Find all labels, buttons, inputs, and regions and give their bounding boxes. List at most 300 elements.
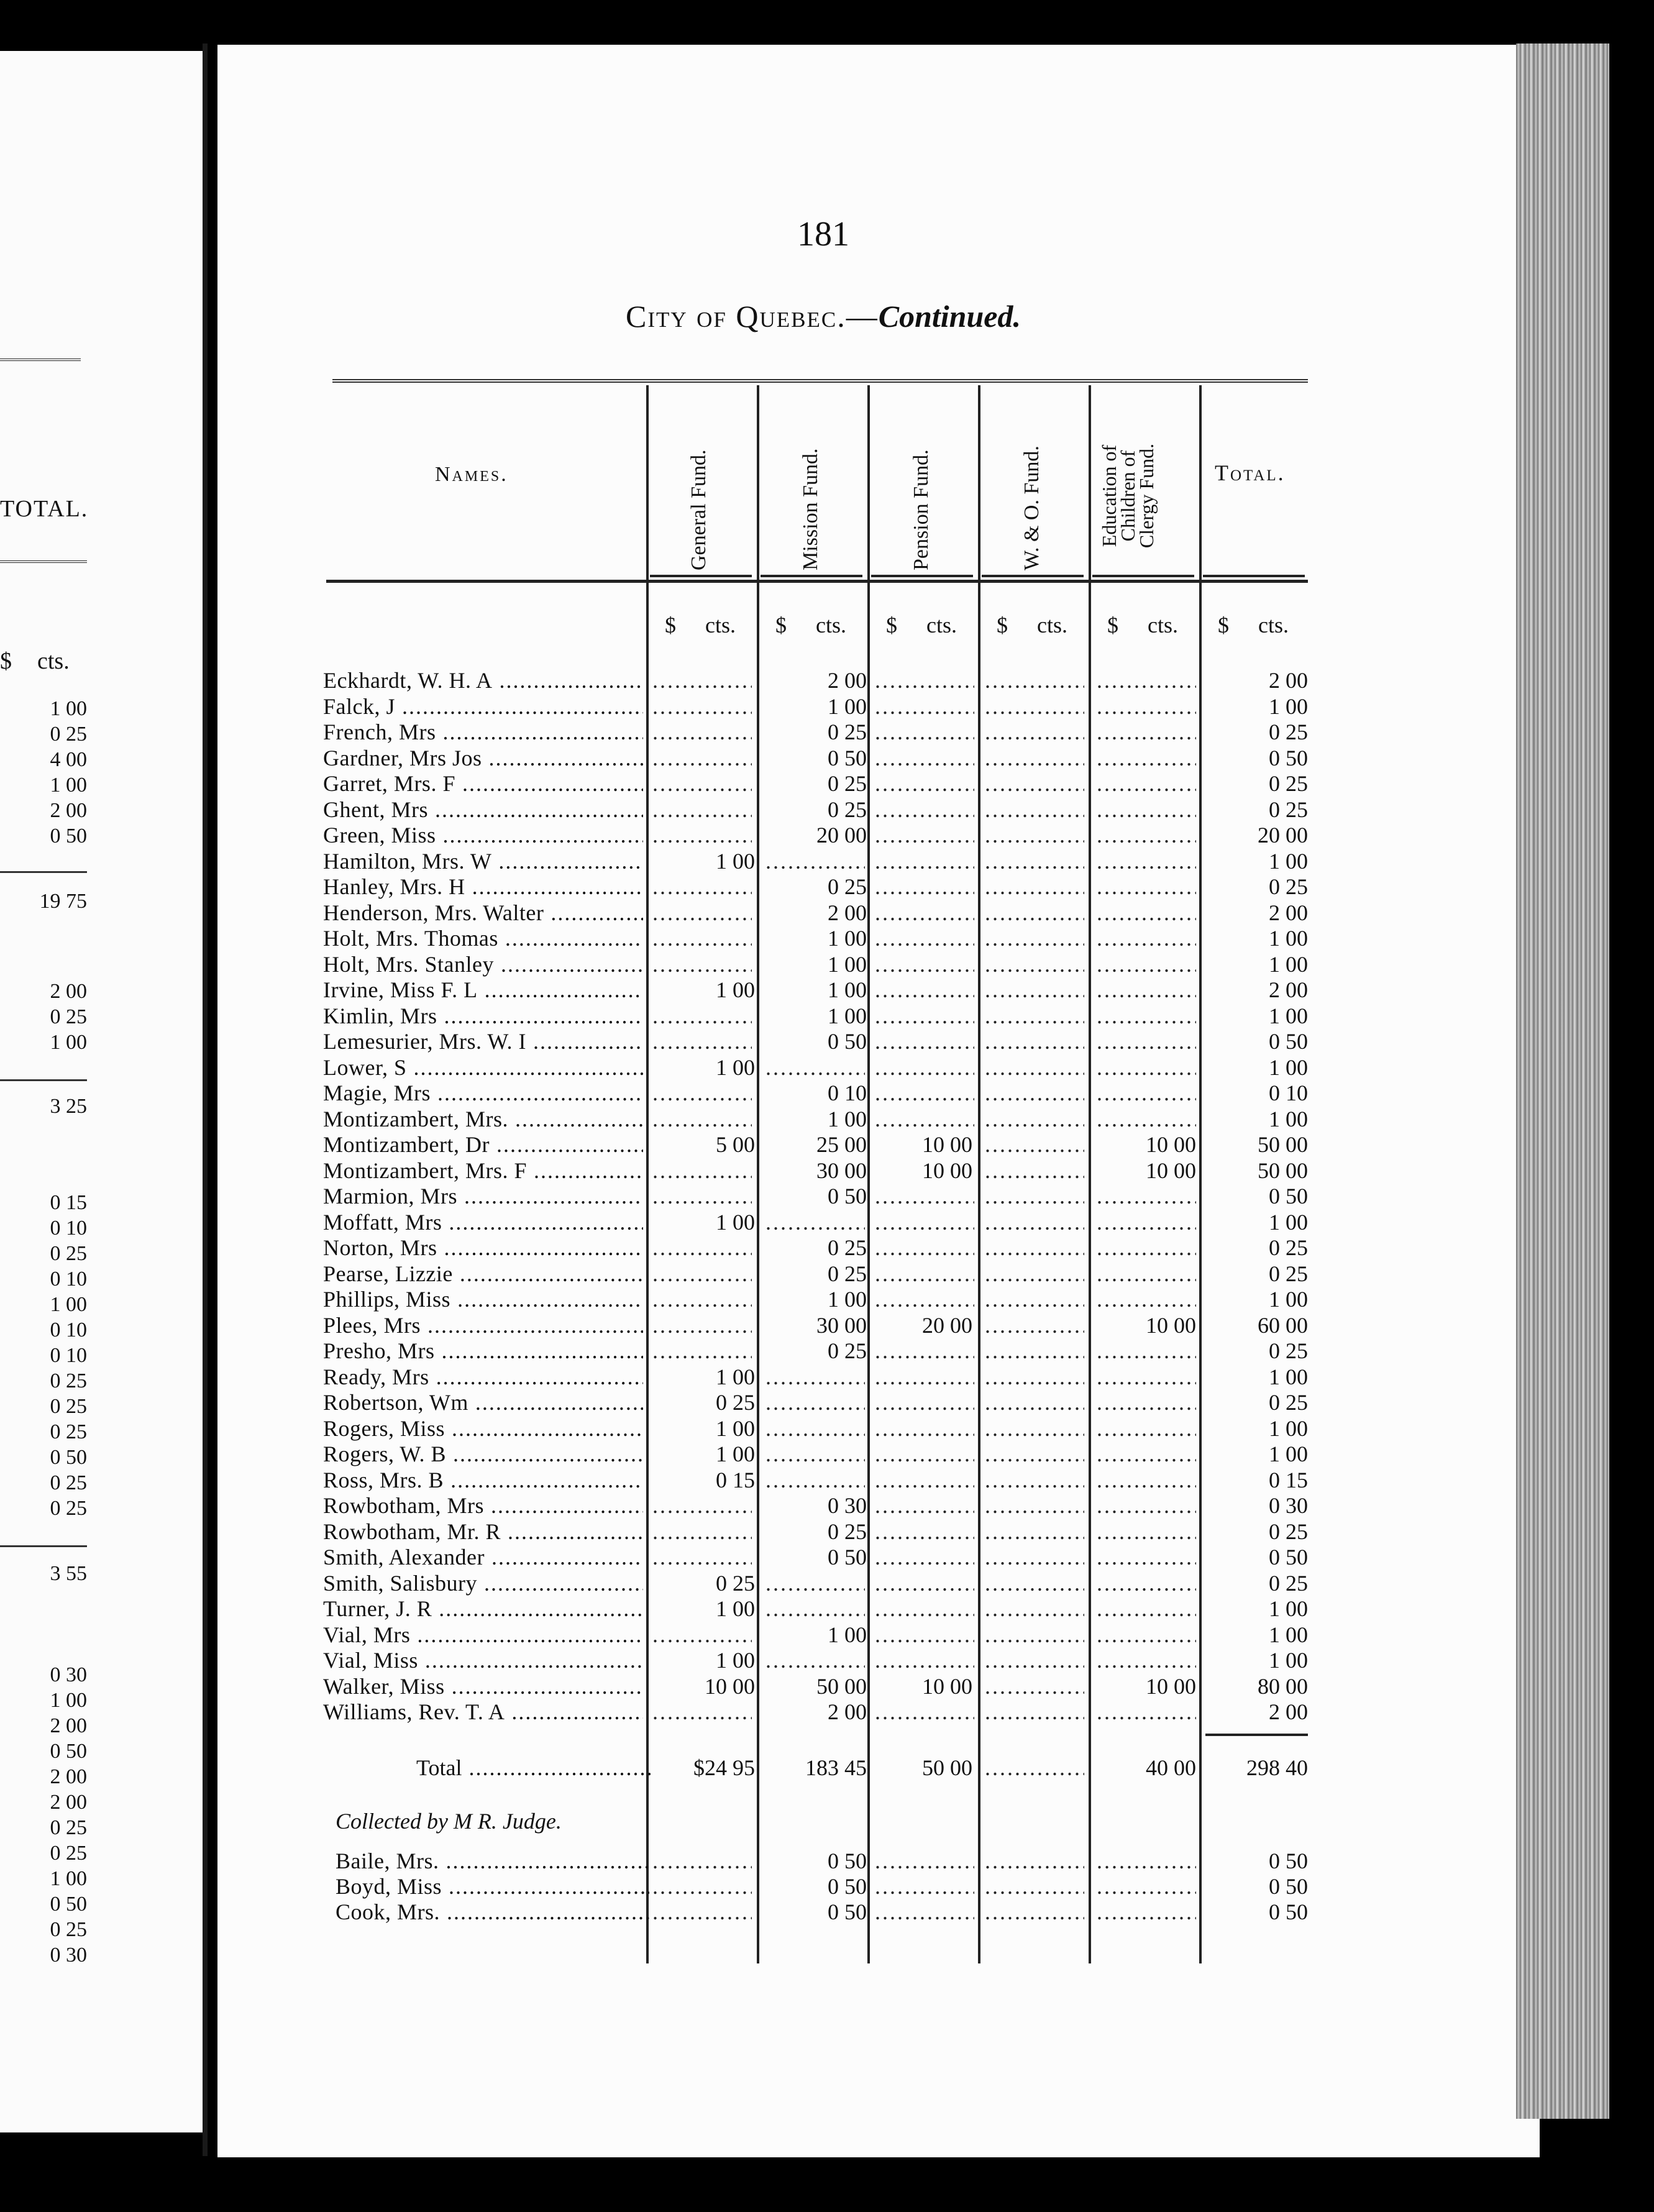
- empty-cell-leader: [985, 1184, 1084, 1209]
- contributor-name: Montizambert, Mrs. .....: [323, 1107, 643, 1132]
- dollar-unit: $: [665, 613, 676, 638]
- cents-unit: cts.: [705, 613, 736, 638]
- table-row: [0, 1235, 1654, 1261]
- table-row: [0, 1029, 1654, 1054]
- empty-cell-leader: [1097, 1081, 1196, 1106]
- total-amount: 1 00: [1269, 926, 1308, 951]
- empty-cell-leader: [875, 1493, 974, 1519]
- mission-amount: 2 00: [828, 900, 867, 925]
- empty-cell-leader: [1097, 1235, 1196, 1261]
- empty-cell-leader: [765, 1571, 865, 1596]
- facing-page-value: 1 00: [50, 1293, 87, 1316]
- table-row: [0, 1132, 1654, 1158]
- mission-amount: 0 25: [828, 771, 867, 796]
- empty-cell-leader: [875, 1055, 974, 1081]
- empty-cell-leader: [985, 1699, 1084, 1725]
- table-row: [0, 1081, 1654, 1106]
- empty-cell-leader: [1097, 1899, 1196, 1925]
- contributor-name: Magie, Mrs .....: [323, 1081, 643, 1106]
- mission-amount: 0 50: [828, 1849, 867, 1873]
- empty-cell-leader: [875, 1519, 974, 1545]
- contributor-name: Hanley, Mrs. H .....: [323, 874, 643, 900]
- empty-cell-leader: [652, 1158, 752, 1184]
- empty-cell-leader: [1097, 952, 1196, 977]
- contributor-name: Vial, Mrs .....: [323, 1622, 643, 1648]
- empty-cell-leader: [1097, 1468, 1196, 1493]
- empty-cell-leader: [875, 1468, 974, 1493]
- title-continued: Continued.: [878, 299, 1021, 334]
- total-amount: 0 50: [1269, 1184, 1308, 1209]
- table-row: [0, 1648, 1654, 1673]
- empty-cell-leader: [985, 900, 1084, 926]
- total-amount: 2 00: [1269, 1699, 1308, 1724]
- empty-cell-leader: [1097, 900, 1196, 926]
- mission-amount: 1 00: [828, 1106, 867, 1131]
- total-amount: 0 25: [1269, 1338, 1308, 1363]
- facing-page-value: 0 30: [50, 1944, 87, 1967]
- mission-amount: 0 25: [828, 720, 867, 744]
- totals-row: [0, 1755, 1654, 1781]
- facing-page-value: 0 25: [50, 1918, 87, 1941]
- empty-cell-leader: [875, 1081, 974, 1106]
- mission-amount: 25 00: [816, 1132, 867, 1157]
- facing-page-subtotal: 3 55: [50, 1562, 87, 1585]
- total-amount: 1 00: [1269, 1054, 1308, 1080]
- empty-cell-leader: [652, 952, 752, 977]
- total-amount: 2 00: [1269, 900, 1308, 925]
- empty-cell-leader: [1097, 1519, 1196, 1545]
- empty-cell-leader: [985, 1287, 1084, 1312]
- empty-cell-leader: [875, 1874, 974, 1899]
- mission-amount: 0 50: [828, 745, 867, 770]
- empty-cell-leader: [1097, 823, 1196, 848]
- empty-cell-leader: [765, 1648, 865, 1673]
- contributor-name: Pearse, Lizzie .....: [323, 1261, 643, 1287]
- contributor-name: Williams, Rev. T. A .....: [323, 1699, 643, 1725]
- facing-page-value: 0 50: [50, 1740, 87, 1763]
- total-amount: 0 50: [1269, 1545, 1308, 1570]
- education-fund-header: Education of Children of Clergy Fund.: [1098, 443, 1158, 549]
- mission-amount: 0 25: [828, 1261, 867, 1286]
- empty-cell-leader: [985, 1493, 1084, 1519]
- empty-cell-leader: [985, 1261, 1084, 1287]
- empty-cell-leader: [875, 1261, 974, 1287]
- facing-page-value: 0 25: [50, 1497, 87, 1520]
- total-amount: 1 00: [1269, 693, 1308, 719]
- mission-amount: 0 25: [828, 1235, 867, 1260]
- empty-cell-leader: [652, 1261, 752, 1287]
- facing-page-value: 0 25: [50, 1395, 87, 1418]
- facing-page-value: 4 00: [50, 748, 87, 771]
- contributor-name: Hamilton, Mrs. W .....: [323, 849, 643, 874]
- table-row: [0, 1287, 1654, 1312]
- total-amount: 0 50: [1269, 1029, 1308, 1054]
- table-row: [0, 1261, 1654, 1287]
- empty-cell-leader: [875, 1699, 974, 1725]
- empty-cell-leader: [985, 1158, 1084, 1184]
- general-amount: 1 00: [716, 1415, 755, 1441]
- contributor-name: Lower, S .....: [323, 1055, 643, 1081]
- table-row: [0, 1674, 1654, 1699]
- empty-cell-leader: [985, 977, 1084, 1003]
- cents-unit: cts.: [1258, 613, 1289, 638]
- contributor-name: Ready, Mrs .....: [323, 1364, 643, 1390]
- empty-cell-leader: [985, 1390, 1084, 1415]
- facing-page-value: 1 00: [50, 1867, 87, 1890]
- contributor-name: Montizambert, Dr .....: [323, 1132, 643, 1158]
- total-amount: 0 25: [1269, 1261, 1308, 1286]
- empty-cell-leader: [765, 1055, 865, 1081]
- table-row: [0, 926, 1654, 951]
- mission-amount: 1 00: [828, 1622, 867, 1647]
- total-amount: 1 00: [1269, 1648, 1308, 1673]
- dollar-unit: $: [997, 613, 1008, 638]
- mission-amount: 0 25: [828, 1338, 867, 1363]
- contributor-name: Holt, Mrs. Thomas .....: [323, 926, 643, 951]
- empty-cell-leader: [765, 1390, 865, 1415]
- contributor-name: Rowbotham, Mrs .....: [323, 1493, 643, 1519]
- pension-fund-header: Pension Fund.: [910, 449, 933, 570]
- empty-cell-leader: [875, 746, 974, 771]
- empty-cell-leader: [652, 1493, 752, 1519]
- table-row: [0, 1158, 1654, 1184]
- contributor-name: Rowbotham, Mr. R .....: [323, 1519, 643, 1545]
- edu-amount: 10 00: [1146, 1673, 1196, 1699]
- table-row: [0, 797, 1654, 823]
- pension-total: 50 00: [922, 1755, 972, 1780]
- empty-cell-leader: [1097, 797, 1196, 823]
- empty-cell-leader: [1097, 1184, 1196, 1209]
- facing-page-header-rule: [0, 560, 87, 563]
- empty-cell-leader: [1097, 1416, 1196, 1442]
- mission-amount: 2 00: [828, 668, 867, 693]
- table-row: [0, 823, 1654, 848]
- empty-cell-leader: [985, 1416, 1084, 1442]
- contributor-name: Smith, Salisbury .....: [323, 1571, 643, 1596]
- contributor-name: Green, Miss .....: [323, 823, 643, 848]
- mission-amount: 30 00: [816, 1312, 867, 1338]
- table-row: [0, 1596, 1654, 1622]
- total-amount: 50 00: [1258, 1158, 1308, 1183]
- empty-cell-leader: [765, 1416, 865, 1442]
- facing-page-cts-unit: cts.: [37, 648, 70, 674]
- total-amount: 2 00: [1269, 668, 1308, 693]
- table-row: [0, 900, 1654, 926]
- empty-cell-leader: [1097, 1874, 1196, 1899]
- table-row: [0, 1699, 1654, 1725]
- empty-cell-leader: [1097, 1107, 1196, 1132]
- facing-page-value: 0 10: [50, 1268, 87, 1291]
- empty-cell-leader: [1097, 771, 1196, 797]
- facing-page-subtotal: 3 25: [50, 1095, 87, 1118]
- cents-unit: cts.: [1148, 613, 1178, 638]
- empty-cell-leader: [652, 797, 752, 823]
- empty-cell-leader: [875, 771, 974, 797]
- contributor-name: Cook, Mrs. .....: [336, 1899, 649, 1925]
- empty-cell-leader: [875, 1364, 974, 1390]
- contributor-name: Garret, Mrs. F .....: [323, 771, 643, 797]
- total-amount: 0 25: [1269, 1390, 1308, 1415]
- facing-page-value: 0 10: [50, 1344, 87, 1367]
- contributor-name: Rogers, W. B .....: [323, 1442, 643, 1467]
- empty-cell-leader: [1097, 926, 1196, 951]
- general-amount: 1 00: [716, 1596, 755, 1621]
- empty-cell-leader: [985, 1468, 1084, 1493]
- facing-page-total-header: TOTAL.: [0, 496, 89, 522]
- empty-cell-leader: [652, 1849, 752, 1874]
- empty-cell-leader: [652, 1545, 752, 1570]
- empty-cell-leader: [1097, 1003, 1196, 1029]
- mission-amount: 50 00: [816, 1673, 867, 1699]
- empty-cell-leader: [875, 1107, 974, 1132]
- names-header: Names.: [435, 463, 508, 486]
- table-row: [0, 1184, 1654, 1209]
- contributor-name: Vial, Miss .....: [323, 1648, 643, 1673]
- empty-cell-leader: [652, 1235, 752, 1261]
- contributor-name: Norton, Mrs .....: [323, 1235, 643, 1261]
- dollar-unit: $: [1218, 613, 1229, 638]
- empty-cell-leader: [875, 1210, 974, 1235]
- facing-page-value: 0 25: [50, 1842, 87, 1865]
- empty-cell-leader: [765, 1442, 865, 1467]
- empty-cell-leader: [1097, 668, 1196, 693]
- empty-cell-leader: [1097, 849, 1196, 874]
- total-amount: 1 00: [1269, 951, 1308, 977]
- contributor-name: Rogers, Miss .....: [323, 1416, 643, 1442]
- total-amount: 0 25: [1269, 720, 1308, 744]
- empty-cell-leader: [875, 1622, 974, 1648]
- empty-cell-leader: [985, 668, 1084, 693]
- table-row: [0, 874, 1654, 900]
- facing-page-value: 0 25: [50, 1471, 87, 1494]
- empty-cell-leader: [985, 1648, 1084, 1673]
- contributor-name: Lemesurier, Mrs. W. I .....: [323, 1029, 643, 1054]
- general-fund-header: General Fund.: [687, 449, 710, 570]
- empty-cell-leader: [985, 926, 1084, 951]
- table-row: [0, 1313, 1654, 1338]
- empty-cell-leader: [652, 926, 752, 951]
- empty-cell-leader: [1097, 1338, 1196, 1364]
- table-row: [0, 1519, 1654, 1545]
- empty-cell-leader: [875, 1235, 974, 1261]
- empty-cell-leader: [1097, 1029, 1196, 1054]
- table-row: [0, 1364, 1654, 1390]
- total-amount: 50 00: [1258, 1132, 1308, 1157]
- empty-cell-leader: [1097, 1545, 1196, 1570]
- empty-cell-leader: [985, 1755, 1084, 1781]
- table-row: [0, 1003, 1654, 1029]
- empty-cell-leader: [1097, 720, 1196, 745]
- facing-page-value: 0 50: [50, 1893, 87, 1916]
- total-header: Total.: [1215, 460, 1286, 485]
- empty-cell-leader: [985, 823, 1084, 848]
- contributor-name: Montizambert, Mrs. F .....: [323, 1158, 643, 1184]
- empty-cell-leader: [985, 1081, 1084, 1106]
- total-amount: 1 00: [1269, 1364, 1308, 1389]
- facing-page-value: 0 25: [50, 1369, 87, 1392]
- table-row: [0, 1622, 1654, 1648]
- table-row: [0, 952, 1654, 977]
- facing-page-value: 0 25: [50, 1816, 87, 1839]
- empty-cell-leader: [1097, 1699, 1196, 1725]
- facing-page-value: 0 25: [50, 1005, 87, 1028]
- pension-amount: 10 00: [922, 1132, 972, 1157]
- empty-cell-leader: [985, 1899, 1084, 1925]
- total-amount: 1 00: [1269, 1622, 1308, 1647]
- contributor-name: French, Mrs .....: [323, 720, 643, 745]
- empty-cell-leader: [985, 797, 1084, 823]
- edu-amount: 10 00: [1146, 1312, 1196, 1338]
- table-row: [0, 1338, 1654, 1364]
- facing-page-value: 0 50: [50, 1446, 87, 1469]
- empty-cell-leader: [1097, 1648, 1196, 1673]
- facing-page-top-rule: [0, 359, 81, 361]
- table-row: [0, 1390, 1654, 1415]
- general-amount: 1 00: [716, 1648, 755, 1673]
- table-row: [0, 668, 1654, 693]
- table-row: [0, 1416, 1654, 1442]
- table-row: [0, 977, 1654, 1003]
- empty-cell-leader: [985, 849, 1084, 874]
- empty-cell-leader: [652, 1287, 752, 1312]
- empty-cell-leader: [985, 1235, 1084, 1261]
- empty-cell-leader: [875, 1003, 974, 1029]
- mission-amount: 0 25: [828, 874, 867, 899]
- empty-cell-leader: [985, 1674, 1084, 1699]
- total-amount: 0 25: [1269, 1519, 1308, 1544]
- empty-cell-leader: [1097, 1622, 1196, 1648]
- facing-page-value: 0 15: [50, 1191, 87, 1214]
- empty-cell-leader: [1097, 874, 1196, 900]
- total-amount: 0 50: [1269, 1849, 1308, 1873]
- mission-amount: 1 00: [828, 693, 867, 719]
- total-amount: 1 00: [1269, 1209, 1308, 1235]
- total-amount: 20 00: [1258, 823, 1308, 848]
- general-amount: 5 00: [716, 1132, 755, 1157]
- mission-amount: 2 00: [828, 1699, 867, 1724]
- total-total: 298 40: [1246, 1755, 1308, 1780]
- empty-cell-leader: [765, 1364, 865, 1390]
- empty-cell-leader: [1097, 1055, 1196, 1081]
- empty-cell-leader: [985, 720, 1084, 745]
- edu-amount: 10 00: [1146, 1132, 1196, 1157]
- page-title: [435, 298, 1212, 334]
- contributor-name: Falck, J .....: [323, 694, 643, 720]
- column-header-rule: [1092, 575, 1194, 577]
- general-amount: 10 00: [705, 1673, 755, 1699]
- column-header-rule: [1203, 575, 1305, 577]
- empty-cell-leader: [652, 1313, 752, 1338]
- dollar-unit: $: [775, 613, 787, 638]
- contributor-name: Phillips, Miss .....: [323, 1287, 643, 1312]
- facing-page-value: 0 25: [50, 723, 87, 746]
- empty-cell-leader: [652, 1107, 752, 1132]
- facing-page-value: 2 00: [50, 1791, 87, 1814]
- collector-line: Collected by M R. Judge.: [336, 1809, 562, 1834]
- contributor-name: Holt, Mrs. Stanley .....: [323, 952, 643, 977]
- empty-cell-leader: [875, 797, 974, 823]
- empty-cell-leader: [1097, 1849, 1196, 1874]
- table-row: [0, 720, 1654, 745]
- empty-cell-leader: [875, 1571, 974, 1596]
- empty-cell-leader: [985, 1313, 1084, 1338]
- collected-row: [0, 1874, 1654, 1899]
- empty-cell-leader: [985, 1029, 1084, 1054]
- total-amount: 2 00: [1269, 977, 1308, 1002]
- general-amount: 0 25: [716, 1570, 755, 1596]
- mission-amount: 30 00: [816, 1158, 867, 1183]
- empty-cell-leader: [875, 1390, 974, 1415]
- wo-fund-header: W. & O. Fund.: [1020, 446, 1043, 570]
- general-amount: 1 00: [716, 848, 755, 874]
- empty-cell-leader: [652, 874, 752, 900]
- facing-page-value: 1 00: [50, 1689, 87, 1712]
- total-amount: 0 25: [1269, 1235, 1308, 1260]
- empty-cell-leader: [1097, 694, 1196, 720]
- mission-amount: 1 00: [828, 1003, 867, 1028]
- contributor-name: Marmion, Mrs .....: [323, 1184, 643, 1209]
- empty-cell-leader: [652, 1622, 752, 1648]
- facing-page-value: 0 50: [50, 825, 87, 848]
- mission-amount: 0 50: [828, 1029, 867, 1054]
- general-amount: 0 15: [716, 1467, 755, 1492]
- empty-cell-leader: [875, 1648, 974, 1673]
- table-row: [0, 1107, 1654, 1132]
- table-row: [0, 1468, 1654, 1493]
- total-amount: 1 00: [1269, 848, 1308, 874]
- dollar-unit: $: [886, 613, 897, 638]
- facing-page-dollar-unit: $: [0, 648, 12, 674]
- empty-cell-leader: [985, 1132, 1084, 1158]
- contributor-name: Presho, Mrs .....: [323, 1338, 643, 1364]
- empty-cell-leader: [875, 977, 974, 1003]
- total-amount: 1 00: [1269, 1003, 1308, 1028]
- total-amount: 1 00: [1269, 1287, 1308, 1312]
- empty-cell-leader: [652, 1699, 752, 1725]
- empty-cell-leader: [985, 694, 1084, 720]
- column-header-rule: [871, 575, 973, 577]
- contributor-name: Robertson, Wm .....: [323, 1390, 643, 1415]
- empty-cell-leader: [985, 1571, 1084, 1596]
- total-amount: 0 50: [1269, 1899, 1308, 1924]
- contributor-name: Eckhardt, W. H. A .....: [323, 668, 643, 693]
- empty-cell-leader: [985, 1107, 1084, 1132]
- empty-cell-leader: [1097, 1596, 1196, 1622]
- empty-cell-leader: [1097, 1210, 1196, 1235]
- general-amount: 1 00: [716, 977, 755, 1002]
- total-amount: 0 30: [1269, 1493, 1308, 1518]
- column-header-rule: [982, 575, 1084, 577]
- edu-total: 40 00: [1146, 1755, 1196, 1780]
- total-amount: 1 00: [1269, 1596, 1308, 1621]
- collected-row: [0, 1899, 1654, 1925]
- facing-page-value: 1 00: [50, 774, 87, 797]
- empty-cell-leader: [985, 771, 1084, 797]
- contributor-name: Gardner, Mrs Jos .....: [323, 746, 643, 771]
- column-header-rule: [650, 575, 752, 577]
- mission-amount: 1 00: [828, 977, 867, 1002]
- empty-cell-leader: [875, 720, 974, 745]
- empty-cell-leader: [875, 1899, 974, 1925]
- mission-amount: 0 25: [828, 797, 867, 822]
- general-amount: 1 00: [716, 1442, 755, 1466]
- facing-page-value: 0 30: [50, 1663, 87, 1686]
- mission-amount: 1 00: [828, 951, 867, 977]
- empty-cell-leader: [652, 668, 752, 693]
- empty-cell-leader: [875, 1287, 974, 1312]
- empty-cell-leader: [875, 1442, 974, 1467]
- general-amount: 1 00: [716, 1364, 755, 1389]
